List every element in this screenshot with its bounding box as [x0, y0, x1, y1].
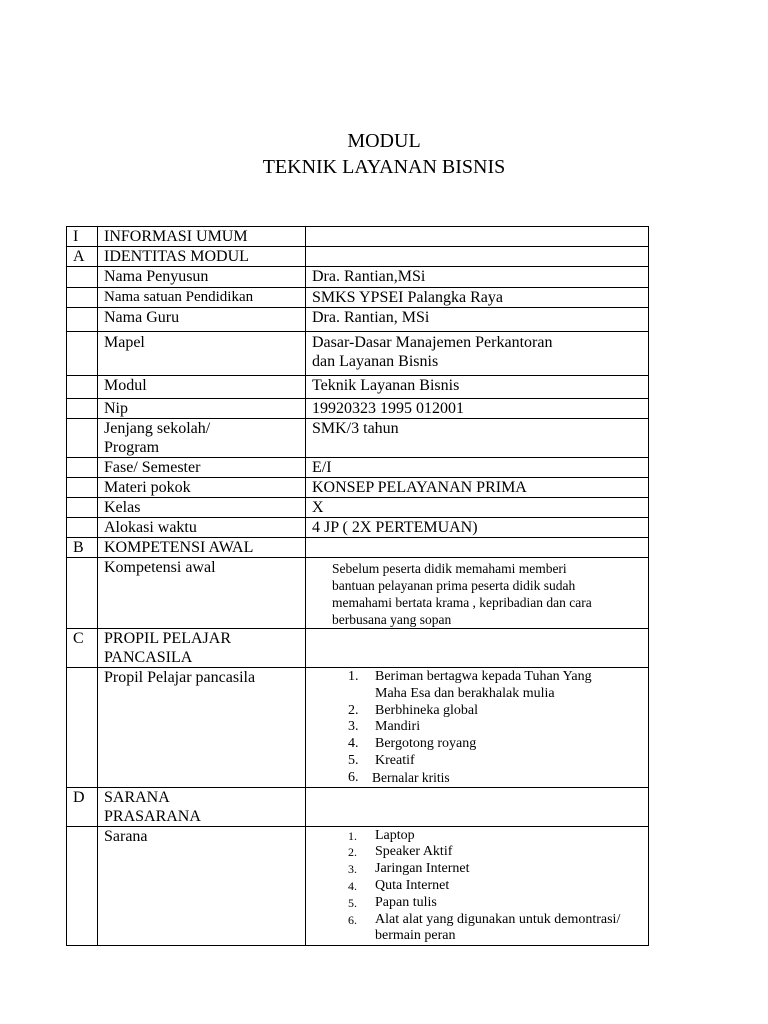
empty-cell	[67, 668, 98, 788]
field-label: Propil Pelajar pancasila	[98, 668, 306, 788]
list-item	[312, 719, 642, 736]
row-propil-heading	[67, 629, 649, 668]
list-item	[312, 912, 642, 946]
list-number: 6.	[348, 912, 357, 927]
paragraph-line: berbusana yang sopan	[332, 612, 452, 627]
field-value: 4 JP ( 2X PERTEMUAN)	[306, 518, 649, 538]
field-label: Kompetensi awal	[98, 558, 306, 629]
empty-cell	[67, 458, 98, 478]
list-item-text: Mandiri	[375, 719, 421, 735]
field-label: Alokasi waktu	[98, 518, 306, 538]
list-item-text: Maha Esa dan berakhalak mulia	[375, 685, 555, 701]
empty-cell	[67, 288, 98, 308]
section-heading: IDENTITAS MODUL	[98, 247, 306, 267]
section-number: A	[67, 247, 98, 267]
row-kelas	[67, 498, 649, 518]
list-item-text: Jaringan Internet	[375, 861, 470, 877]
section-heading: KOMPETENSI AWAL	[98, 538, 306, 558]
empty-cell	[67, 518, 98, 538]
list-item-text: Bernalar kritis	[372, 769, 450, 785]
field-label: Nip	[98, 399, 306, 419]
empty-cell	[67, 332, 98, 376]
list-number: 4.	[348, 736, 359, 752]
propil-list	[312, 669, 642, 787]
row-satuan-pendidikan	[67, 288, 649, 308]
empty-cell	[67, 308, 98, 332]
list-item-text: bermain peran	[375, 928, 456, 944]
list-number: 5.	[348, 752, 359, 768]
document-title: MODUL	[347, 130, 421, 152]
section-heading-line: PRASARANA	[104, 807, 201, 825]
list-item	[312, 753, 642, 770]
list-number: 3.	[348, 719, 359, 735]
field-label	[98, 419, 306, 458]
row-informasi-umum	[67, 227, 649, 247]
field-label: Sarana	[98, 826, 306, 946]
field-value: Teknik Layanan Bisnis	[306, 376, 649, 399]
field-label: Mapel	[98, 332, 306, 376]
field-value: KONSEP PELAYANAN PRIMA	[306, 478, 649, 498]
field-value: SMKS YPSEI Palangka Raya	[306, 288, 649, 308]
section-number: C	[67, 629, 98, 668]
field-value: Dra. Rantian,MSi	[306, 267, 649, 288]
row-modul	[67, 376, 649, 399]
empty-cell	[306, 629, 649, 668]
section-number: D	[67, 787, 98, 826]
list-item-text: Papan tulis	[375, 894, 437, 910]
row-sarana	[67, 826, 649, 946]
row-materi-pokok	[67, 478, 649, 498]
list-item	[312, 736, 642, 753]
field-value	[306, 332, 649, 376]
list-item	[312, 828, 642, 845]
empty-cell	[306, 247, 649, 267]
section-heading-line: SARANA	[104, 788, 170, 806]
field-value: Dra. Rantian, MSi	[306, 308, 649, 332]
empty-cell	[67, 498, 98, 518]
row-nama-guru	[67, 308, 649, 332]
list-item	[312, 878, 642, 895]
list-number: 1.	[348, 828, 357, 843]
row-nama-penyusun	[67, 267, 649, 288]
document-subtitle: TEKNIK LAYANAN BISNIS	[262, 156, 506, 178]
empty-cell	[67, 267, 98, 288]
empty-cell	[67, 376, 98, 399]
sarana-list	[312, 828, 642, 946]
list-item-text: Berbhineka global	[375, 702, 479, 718]
list-item	[312, 770, 642, 787]
list-item	[312, 669, 642, 703]
empty-cell	[67, 399, 98, 419]
section-number: B	[67, 538, 98, 558]
field-label: Nama Guru	[98, 308, 306, 332]
row-mapel	[67, 332, 649, 376]
field-value-line: dan Layanan Bisnis	[312, 353, 439, 370]
field-label: Nama Penyusun	[98, 267, 306, 288]
field-list	[306, 826, 649, 946]
list-number: 2.	[348, 702, 359, 718]
list-number: 5.	[348, 895, 357, 910]
list-number: 2.	[348, 845, 357, 860]
empty-cell	[67, 478, 98, 498]
list-item	[312, 861, 642, 878]
empty-cell	[306, 227, 649, 247]
field-list	[306, 668, 649, 788]
field-value-line: Dasar-Dasar Manajemen Perkantoran	[312, 334, 553, 351]
row-kompetensi-awal	[67, 558, 649, 629]
section-heading: INFORMASI UMUM	[98, 227, 306, 247]
field-label: Modul	[98, 376, 306, 399]
field-label: Kelas	[98, 498, 306, 518]
section-heading	[98, 787, 306, 826]
row-sarana-heading	[67, 787, 649, 826]
field-label-line: Jenjang sekolah/	[104, 420, 211, 437]
field-value: X	[306, 498, 649, 518]
list-number: 3.	[348, 862, 357, 877]
list-number: 1.	[348, 669, 359, 684]
empty-cell	[67, 419, 98, 458]
section-number: I	[67, 227, 98, 247]
row-kompetensi-awal-heading	[67, 538, 649, 558]
list-item	[312, 844, 642, 861]
field-value: E/I	[306, 458, 649, 478]
section-heading	[98, 629, 306, 668]
field-label: Fase/ Semester	[98, 458, 306, 478]
row-identitas-modul	[67, 247, 649, 267]
field-label: Materi pokok	[98, 478, 306, 498]
section-heading-line: PANCASILA	[104, 649, 193, 666]
list-item-text: Kreatif	[375, 752, 415, 768]
module-table	[66, 226, 649, 946]
paragraph-line: Sebelum peserta didik memahami memberi	[332, 561, 567, 576]
empty-cell	[306, 787, 649, 826]
field-label: Nama satuan Pendidikan	[98, 288, 306, 308]
list-item-text: Quta Internet	[375, 877, 450, 893]
field-value: SMK/3 tahun	[306, 419, 649, 458]
list-item-text: Laptop	[375, 827, 415, 843]
row-jenjang-sekolah	[67, 419, 649, 458]
section-heading-line: PROPIL PELAJAR	[104, 630, 231, 647]
field-value: 19920323 1995 012001	[306, 399, 649, 419]
empty-cell	[67, 826, 98, 946]
row-propil-pelajar	[67, 668, 649, 788]
paragraph-line: memahami bertata krama , kepribadian dan cara	[332, 595, 592, 610]
list-item-text: Bergotong royang	[375, 736, 477, 752]
field-label-line: Program	[104, 439, 160, 456]
list-item-text: Speaker Aktif	[375, 844, 453, 860]
empty-cell	[306, 538, 649, 558]
list-item-text: Alat alat yang digunakan untuk demontrasi/	[375, 911, 621, 927]
list-number: 4.	[348, 878, 357, 893]
list-item	[312, 895, 642, 912]
list-item-text: Beriman bertagwa kepada Tuhan Yang	[375, 669, 592, 684]
list-item	[312, 703, 642, 720]
list-number: 6.	[348, 769, 359, 785]
row-nip	[67, 399, 649, 419]
row-alokasi-waktu	[67, 518, 649, 538]
paragraph-line: bantuan pelayanan prima peserta didik sudah	[332, 578, 576, 593]
field-paragraph	[306, 558, 649, 629]
row-fase-semester	[67, 458, 649, 478]
empty-cell	[67, 558, 98, 629]
